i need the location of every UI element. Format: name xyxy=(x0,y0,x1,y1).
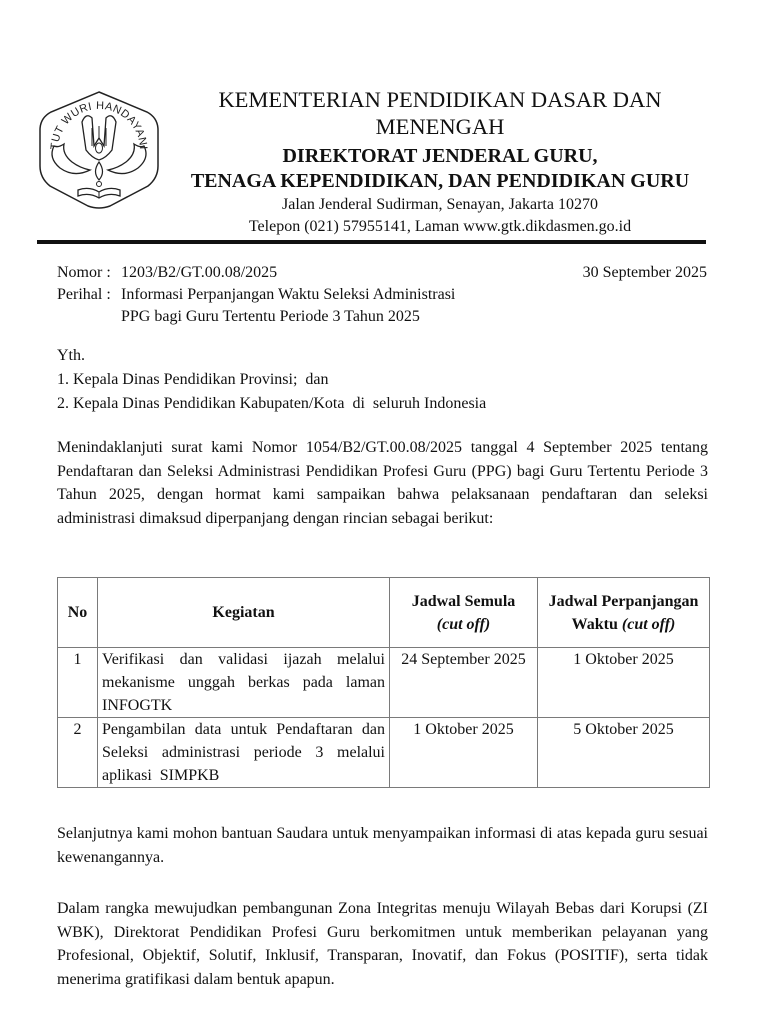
body-paragraph-request: Selanjutnya kami mohon bantuan Saudara untuk menyampaikan informasi di atas kepada guru sesuai kewenangannya. xyxy=(57,825,708,866)
cell-no: 2 xyxy=(58,718,98,788)
header-no: No xyxy=(58,578,98,648)
table-header-row xyxy=(58,578,710,648)
tut-wuri-handayani-emblem-icon xyxy=(34,88,164,210)
letterhead-divider xyxy=(37,240,706,244)
perihal-row xyxy=(57,284,455,328)
cell-jadwal-semula: 24 September 2025 xyxy=(390,648,538,718)
nomor-value: 1203/B2/GT.00.08/2025 xyxy=(121,264,278,281)
directorate-name xyxy=(170,144,710,194)
perihal-label: Perihal : xyxy=(57,286,111,303)
recipient-item: 1. Kepala Dinas Pendidikan Provinsi; dan xyxy=(57,371,329,388)
recipient-item: 2. Kepala Dinas Pendidikan Kabupaten/Kota di seluruh Indonesia xyxy=(57,395,487,412)
letterhead-phone-website: Telepon (021) 57955141, Laman www.gtk.dikdasmen.go.id xyxy=(248,218,632,235)
letter-date: 30 September 2025 xyxy=(582,264,707,281)
cell-jadwal-perpanjangan: 5 Oktober 2025 xyxy=(538,718,710,788)
emblem-motto: TUT WURI HANDAYANI xyxy=(48,99,150,151)
table-row xyxy=(58,718,710,788)
header-jadwal-semula: Jadwal Semula (cut off) xyxy=(390,578,538,648)
schedule-table xyxy=(57,577,710,788)
ministry-name-line1: KEMENTERIAN PENDIDIKAN DASAR DAN xyxy=(218,87,662,112)
recipients-block xyxy=(57,344,486,416)
cell-kegiatan: Pengambilan data untuk Pendaftaran dan Seleksi administrasi periode 3 melalui aplikasi SIMPKB xyxy=(98,718,390,788)
nomor-row xyxy=(57,262,455,284)
perihal-line1: Informasi Perpanjangan Waktu Seleksi Administrasi xyxy=(121,286,456,303)
cell-kegiatan: Verifikasi dan validasi ijazah melalui mekanisme unggah berkas pada laman INFOGTK xyxy=(98,648,390,718)
cell-jadwal-semula: 1 Oktober 2025 xyxy=(390,718,538,788)
directorate-name-line2: TENAGA KEPENDIDIKAN, DAN PENDIDIKAN GURU xyxy=(190,170,690,192)
table-row xyxy=(58,648,710,718)
ministry-name-line2: MENENGAH xyxy=(375,114,505,139)
body-paragraph-integrity: Dalam rangka mewujudkan pembangunan Zona Integritas menuju Wilayah Bebas dari Korupsi (ZI WBK), Direktorat Pendidikan Profesi Guru berkomitmen untuk memberikan pelayanan yang Profesional, Objektif, Solutif, Inklusif, Transparan, Inovatif, dan Fokus (POSITIF), serta tidak menerima gratifikasi dalam bentuk apapun. xyxy=(57,900,708,988)
ministry-name xyxy=(170,86,710,140)
nomor-label: Nomor : xyxy=(57,264,111,281)
letterhead-contact xyxy=(170,194,710,238)
letterhead-address: Jalan Jenderal Sudirman, Senayan, Jakarta 10270 xyxy=(282,196,598,213)
header-kegiatan: Kegiatan xyxy=(98,578,390,648)
directorate-name-line1: DIREKTORAT JENDERAL GURU, xyxy=(282,145,598,167)
cell-no: 1 xyxy=(58,648,98,718)
perihal-value xyxy=(121,284,455,328)
header-jadwal-perpanjangan: Jadwal Perpanjangan Waktu (cut off) xyxy=(538,578,710,648)
body-paragraph-intro: Menindaklanjuti surat kami Nomor 1054/B2/GT.00.08/2025 tanggal 4 September 2025 tentang Pendaftaran dan Seleksi Administrasi Pendidikan Profesi Guru (PPG) bagi Guru Tertentu Periode 3 Tahun 2025, dengan hormat kami sampaikan bahwa pelaksanaan pendaftaran dan seleksi administrasi dimaksud diperpanjang dengan rincian sebagai berikut: xyxy=(57,439,708,527)
salutation: Yth. xyxy=(57,347,85,364)
cell-jadwal-perpanjangan: 1 Oktober 2025 xyxy=(538,648,710,718)
letter-reference-block xyxy=(57,262,455,328)
perihal-line2: PPG bagi Guru Tertentu Periode 3 Tahun 2025 xyxy=(121,308,420,325)
